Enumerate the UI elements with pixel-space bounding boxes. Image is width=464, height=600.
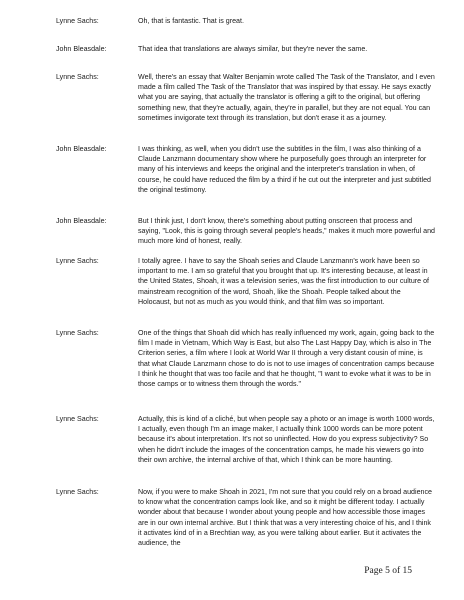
speech-text: I totally agree. I have to say the Shoah series and Claude Lanzmann's work have been so important to me. I am so grateful that you brought that up. It's interesting because, at least in the United States, Shoah, it was a television series, was the first introduction to our culture of mainstream recognition of the word, Shoah, like the Shoah. People talked about the Holocaust, but not as much as you would think, and that film was so important.: [138, 257, 429, 306]
transcript-entry: [56, 328, 436, 389]
transcript-entry: [56, 44, 436, 54]
transcript-entry: [56, 414, 436, 465]
speaker-name: John Bleasdale:: [56, 45, 107, 53]
speech-text: One of the things that Shoah did which has really influenced my work, again, going back to the film I made in Vietnam, Which Way is East, but also The Last Happy Day, which is also in The Criterion series, a film where I look at World War II through a very distant cousin of mine, is that what Claude Lanzmann chose to do is not to use images of concentration camps because I think he thought that was too facile and that he thought, "I want to evoke what it was to be in those camps or to witness them through the words.": [138, 329, 435, 389]
speech-text: Now, if you were to make Shoah in 2021, I'm not sure that you could rely on a broad audience to know what the concentration camps look like, and so it might be different today. I actually wonder about that because I wonder about young people and how accessible those images are in our own internal archive. But I think that was a very interesting choice of his, and I think it activates kind of in a Brechtian way, as you were talking about earlier. But it activates the audience, the: [138, 488, 432, 548]
speaker-name: John Bleasdale:: [56, 145, 107, 153]
transcript-entry: [56, 216, 436, 247]
speaker-name: John Bleasdale:: [56, 217, 107, 225]
transcript-entry: [56, 72, 436, 123]
speech-text: I was thinking, as well, when you didn't use the subtitles in the film, I was also thinking of a Claude Lanzmann documentary show where he purposefully goes through an interpreter for many of his interviews and keeps the original and the interpreter's translation in when, of course, he could have reduced the film by a third if he cut out the interpreter and just subtitled the original testimony.: [138, 145, 431, 194]
transcript-entry: [56, 144, 436, 195]
speaker-name: Lynne Sachs:: [56, 488, 99, 496]
speech-text: But I think just, I don't know, there's something about putting onscreen that process and saying, "Look, this is going through several people's heads," makes it much more powerful and much more kind of honest, really.: [138, 217, 436, 246]
transcript-entry: [56, 256, 436, 307]
speech-text: Actually, this is kind of a cliché, but when people say a photo or an image is worth 1000 words, I actually, even though I'm an image maker, I actually think 1000 words can be more potent because it's about interpretation. It's not so uninflected. How do you express subjectivity? So when he didn't include the images of the concentration camps, he made his viewers go into their own archive, the internal archive of that, which I think can be more haunting.: [138, 415, 435, 464]
speech-text: Well, there's an essay that Walter Benjamin wrote called The Task of the Translator, and I even made a film called The Task of the Translator that was inspired by that essay. He says exactly what you are saying, that actually the translator is offering a gift to the original, but offering something new, that they're actually, again, they're in parallel, but they are not equal. You can sometimes invigorate text through its translation, but don't erase it as a journey.: [138, 73, 435, 122]
speech-text: Oh, that is fantastic. That is great.: [138, 17, 244, 25]
speaker-name: Lynne Sachs:: [56, 73, 99, 81]
transcript-entry: [56, 16, 436, 26]
transcript-entry: [56, 487, 436, 548]
speaker-name: Lynne Sachs:: [56, 329, 99, 337]
speaker-name: Lynne Sachs:: [56, 257, 99, 265]
speech-text: That idea that translations are always similar, but they're never the same.: [138, 45, 368, 53]
speaker-name: Lynne Sachs:: [56, 415, 99, 423]
page-number: Page 5 of 15: [364, 566, 412, 576]
speaker-name: Lynne Sachs:: [56, 17, 99, 25]
